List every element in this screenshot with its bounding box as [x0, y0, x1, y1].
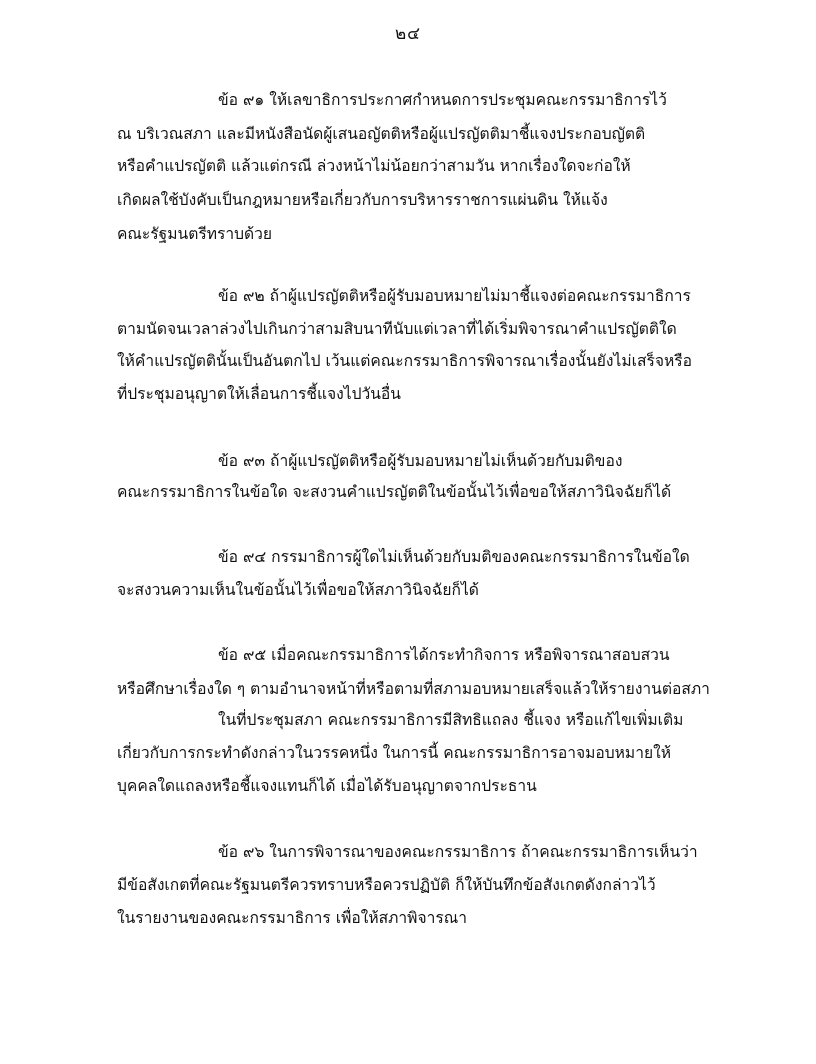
clause-95-line-3: ในที่ประชุมสภา คณะกรรมาธิการมีสิทธิแถลง ชี้แจง หรือแก้ไขเพิ่มเติม [218, 711, 684, 729]
page-number: ๒๔ [394, 24, 422, 44]
clause-92-line-3: ให้คำแปรญัตตินั้นเป็นอันตกไป เว้นแต่คณะกรรมาธิการพิจารณาเรื่องนั้นยังไม่เสร็จหรือ [117, 352, 692, 370]
clause-93-line-1: ข้อ ๙๓ ถ้าผู้แปรญัตติหรือผู้รับมอบหมายไม่เห็นด้วยกับมติของ [218, 452, 623, 470]
clause-91-line-1: ข้อ ๙๑ ให้เลขาธิการประกาศกำหนดการประชุมคณะกรรมาธิการไว้ [218, 91, 667, 109]
clause-96-line-1: ข้อ ๙๖ ในการพิจารณาของคณะกรรมาธิการ ถ้าคณะกรรมาธิการเห็นว่า [218, 843, 698, 861]
clause-96-line-3: ในรายงานของคณะกรรมาธิการ เพื่อให้สภาพิจารณา [117, 909, 467, 927]
clause-92-line-4: ที่ประชุมอนุญาตให้เลื่อนการชี้แจงไปวันอื่น [117, 385, 401, 403]
clause-94-line-2: จะสงวนความเห็นในข้อนั้นไว้เพื่อขอให้สภาวินิจฉัยก็ได้ [117, 581, 479, 599]
clause-95-line-1: ข้อ ๙๕ เมื่อคณะกรรมาธิการได้กระทำกิจการ หรือพิจารณาสอบสวน [218, 646, 670, 664]
clause-91-line-2: ณ บริเวณสภา และมีหนังสือนัดผู้เสนอญัตติหรือผู้แปรญัตติมาชี้แจงประกอบญัตติ [117, 125, 646, 143]
clause-93-line-2: คณะกรรมาธิการในข้อใด จะสงวนคำแปรญัตติในข้อนั้นไว้เพื่อขอให้สภาวินิจฉัยก็ได้ [117, 483, 672, 501]
clause-92-line-1: ข้อ ๙๒ ถ้าผู้แปรญัตติหรือผู้รับมอบหมายไม่มาชี้แจงต่อคณะกรรมาธิการ [218, 287, 691, 305]
clause-92-line-2: ตามนัดจนเวลาล่วงไปเกินกว่าสามสิบนาทีนับแต่เวลาที่ได้เริ่มพิจารณาคำแปรญัตติใด [117, 320, 677, 338]
clause-94-line-1: ข้อ ๙๔ กรรมาธิการผู้ใดไม่เห็นด้วยกับมติของคณะกรรมาธิการในข้อใด [218, 548, 690, 566]
clause-95-line-2: หรือศึกษาเรื่องใด ๆ ตามอำนาจหน้าที่หรือตามที่สภามอบหมายเสร็จแล้วให้รายงานต่อสภา [117, 680, 710, 698]
clause-91-line-4: เกิดผลใช้บังคับเป็นกฎหมายหรือเกี่ยวกับการบริหารราชการแผ่นดิน ให้แจ้ง [117, 191, 608, 209]
clause-96-line-2: มีข้อสังเกตที่คณะรัฐมนตรีควรทราบหรือควรปฏิบัติ ก็ให้บันทึกข้อสังเกตดังกล่าวไว้ [117, 876, 656, 894]
clause-95-line-5: บุคคลใดแถลงหรือชี้แจงแทนก็ได้ เมื่อได้รับอนุญาตจากประธาน [117, 777, 537, 795]
clause-91-line-5: คณะรัฐมนตรีทราบด้วย [117, 225, 273, 243]
clause-91-line-3: หรือคำแปรญัตติ แล้วแต่กรณี ล่วงหน้าไม่น้อยกว่าสามวัน หากเรื่องใดจะก่อให้ [117, 157, 631, 175]
clause-95-line-4: เกี่ยวกับการกระทำดังกล่าวในวรรคหนึ่ง ในการนี้ คณะกรรมาธิการอาจมอบหมายให้ [117, 744, 671, 762]
